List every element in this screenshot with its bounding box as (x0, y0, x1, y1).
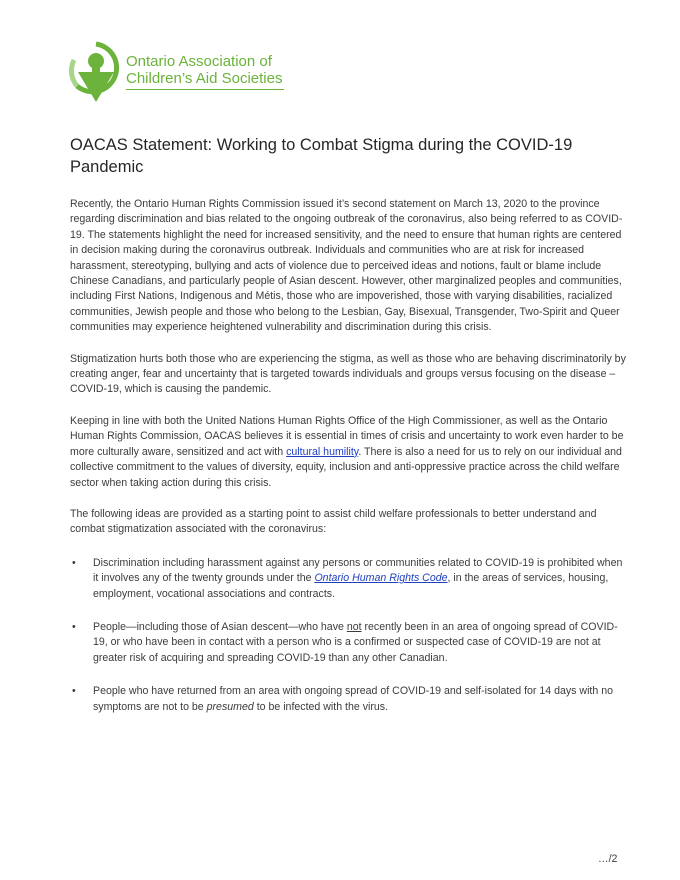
bullet-1-text-a: Discrimination including harassment against any persons or communities related to COVID-19 is prohibited when it involves any of the twenty grounds under the (93, 556, 623, 585)
bullet-2-text-b: recently been in an area of ongoing spread of COVID-19, or who have been in contact with a person who is a confirmed or suspected case of COVID-19 are not at greater risk of acquiring and spreading COVID-19 than any other Canadian. (93, 620, 618, 664)
bullet-icon: • (72, 556, 76, 569)
bullet-3-emphasis: presumed (206, 700, 254, 713)
logo-line-1: Ontario Association of (126, 53, 272, 70)
logo-underline (126, 89, 284, 90)
paragraph-3-text-b: . There is also a need for us to rely on our individual and collective commitment to the values of diversity, equity, inclusion and anti-oppressive practice across the child welfare sector when taking action during this crisis. (70, 445, 622, 489)
ideas-list (70, 556, 630, 715)
bullet-3-text-b: to be infected with the virus. (253, 700, 389, 713)
bullet-3-text-a: People who have returned from an area with ongoing spread of COVID-19 and self-isolated for 14 days with no symptoms are not to be (93, 685, 613, 713)
oacas-logo-icon (68, 40, 124, 108)
paragraph-4: The following ideas are provided as a starting point to assist child welfare professionals to better understand and combat stigmatization associated with the coronavirus: (70, 507, 597, 536)
logo-line-2: Children’s Aid Societies (126, 70, 283, 87)
list-item (70, 620, 630, 666)
bullet-1-text-b: , in the areas of services, housing, employment, vocational associations and contracts. (93, 572, 609, 600)
oacas-logo (68, 40, 288, 108)
bullet-2-emphasis: not (346, 620, 362, 633)
human-rights-code-link[interactable]: Ontario Human Rights Code (314, 572, 448, 585)
document-title: OACAS Statement: Working to Combat Stigma during the COVID-19 Pandemic (70, 136, 573, 176)
list-item (70, 556, 630, 602)
paragraph-2: Stigmatization hurts both those who are experiencing the stigma, as well as those who are behaving discriminatorily by creating anger, fear and uncertainty that is targeted towards individuals and groups versus focusing on the disease – COVID-19, which is causing the pandemic. (70, 352, 626, 396)
paragraph-3 (70, 414, 630, 491)
paragraph-3-text-a: Keeping in line with both the United Nations Human Rights Office of the High Commissioner, as well as the Ontario Human Rights Commission, OACAS believes it is essential in times of crisis and uncertainty to work even harder to be more culturally aware, sensitized and act with (70, 414, 624, 458)
paragraph-1: Recently, the Ontario Human Rights Commission issued it’s second statement on March 13, 2020 to the province regarding discrimination and bias related to the ongoing outbreak of the coronavirus, also being referred to as COVID-19. The statements highlight the need for increased sensitivity, and the need to ensure that human rights are centered in decision making during the coronavirus outbreak. Individuals and communities who are at risk for increased harassment, stereotyping, bullying and acts of violence due to perceived ideas and notions, fault or blame include Chinese Canadians, and particularly people of Asian descent. However, other marginalized peoples and communities, including First Nations, Indigenous and Métis, those who are impoverished, those with varying disabilities, racialized communities, Jewish people and those who belong to the Lesbian, Gay, Bisexual, Transgender, Two-Spirit and Queer communities may experience heightened vulnerability and discrimination during this crisis. (70, 198, 623, 334)
document-body (70, 197, 630, 733)
bullet-icon: • (72, 620, 76, 633)
bullet-2-text-a: People—including those of Asian descent—who have (93, 620, 347, 633)
page-number: …/2 (598, 853, 618, 865)
list-item (70, 684, 630, 715)
bullet-icon: • (72, 685, 76, 698)
logo-wordmark (126, 53, 282, 87)
cultural-humility-link[interactable]: cultural humility (286, 445, 359, 458)
